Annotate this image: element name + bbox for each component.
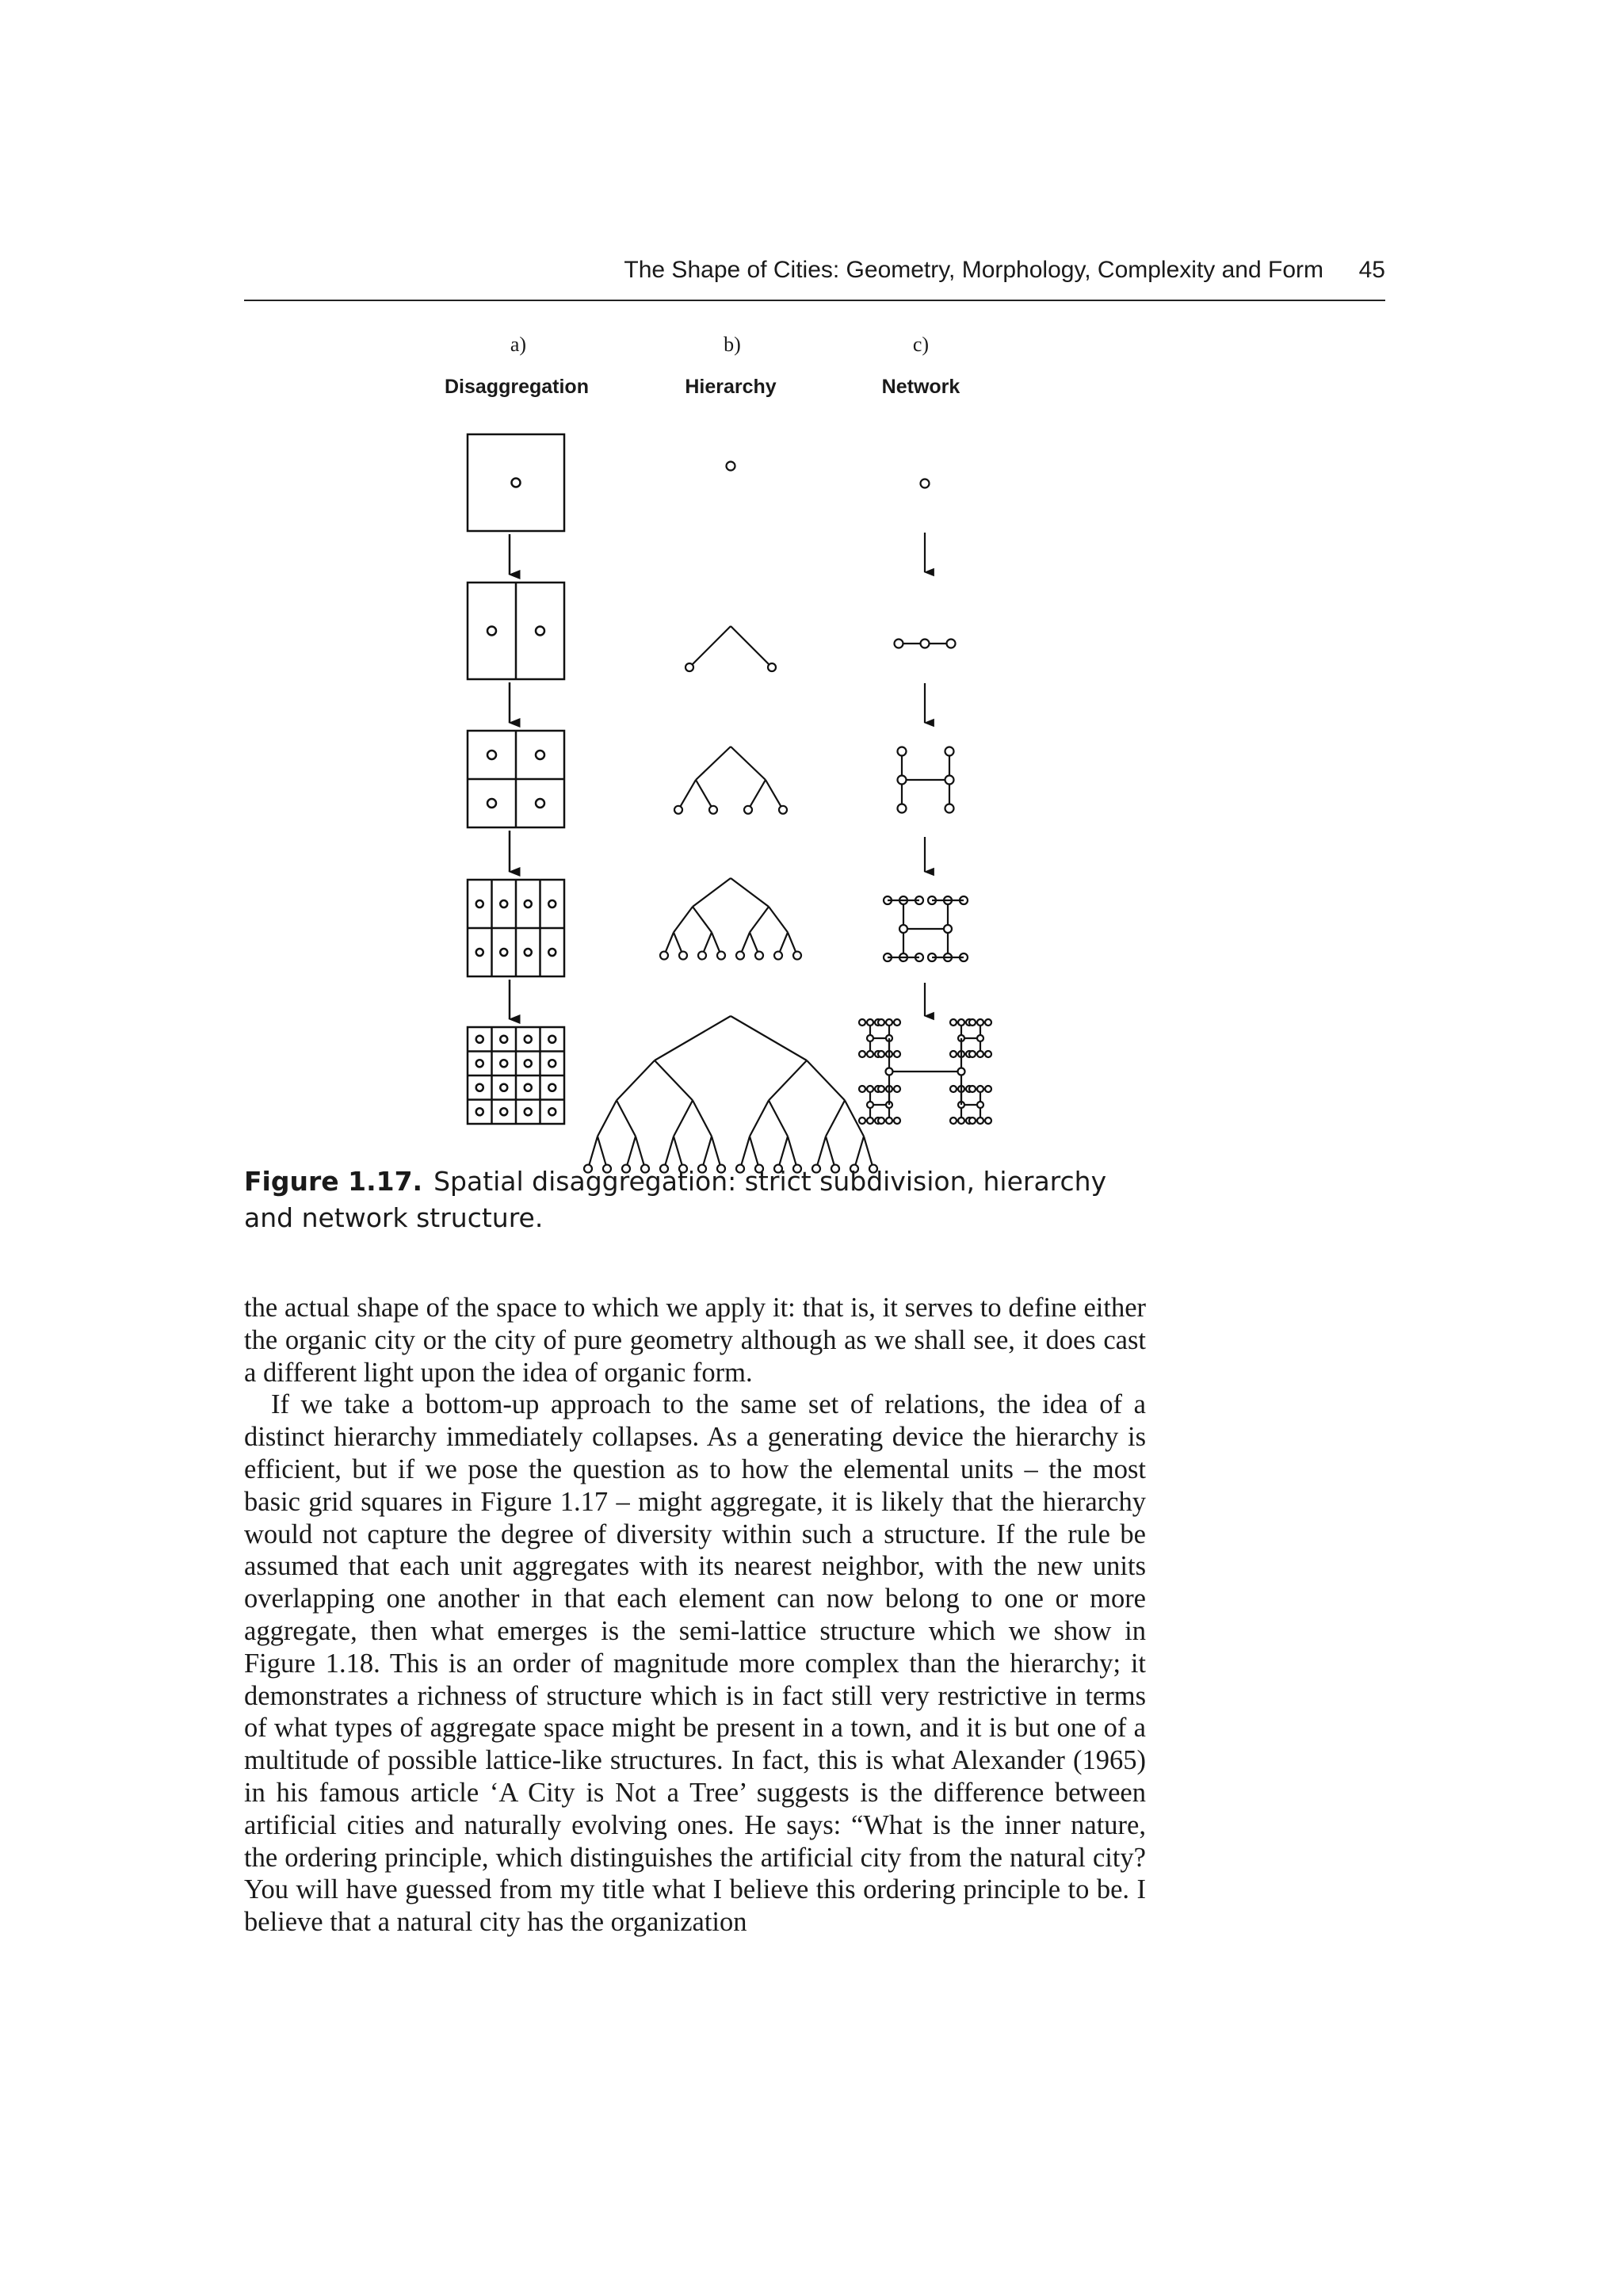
cell-node: [536, 751, 544, 759]
single-node: [921, 479, 930, 488]
node-circle: [947, 640, 956, 648]
column-a-letter: a): [510, 333, 527, 356]
node-circle: [894, 1019, 900, 1026]
node-circle: [867, 1019, 873, 1026]
column-c-label: Network: [881, 376, 960, 398]
node-circle: [859, 1117, 865, 1124]
cell-node: [476, 1084, 483, 1091]
node-circle: [878, 1051, 884, 1057]
network-column: [859, 479, 991, 1125]
leaf-node: [679, 952, 687, 960]
figure-number: Figure 1.17.: [244, 1166, 423, 1197]
tree-branch: [731, 626, 772, 667]
node-circle: [945, 804, 954, 813]
tree-branch: [731, 878, 769, 907]
tree-branch: [826, 1100, 845, 1136]
node-circle: [944, 925, 952, 933]
tree-branch: [693, 878, 731, 907]
leaf-node: [660, 952, 668, 960]
cell-node: [525, 1036, 532, 1043]
leaf-node: [768, 663, 776, 671]
tree-branch: [807, 1060, 845, 1100]
cell-node: [548, 1036, 556, 1043]
page-number: 45: [1358, 257, 1385, 283]
tree-branch: [598, 1100, 617, 1136]
node-circle: [886, 1019, 892, 1026]
cell-node: [476, 1036, 483, 1043]
cell-node: [476, 900, 483, 907]
column-a-label: Disaggregation: [445, 376, 589, 398]
node-circle: [859, 1019, 865, 1026]
tree-branch: [769, 1100, 788, 1136]
cell-node: [500, 949, 507, 956]
cell-node: [500, 1060, 507, 1067]
figure-caption: [244, 1163, 1148, 1236]
node-circle: [878, 1019, 884, 1026]
cell-node: [476, 949, 483, 956]
cell-node: [500, 900, 507, 907]
node-circle: [977, 1117, 983, 1124]
column-c-letter: c): [912, 333, 930, 356]
leaf-node: [709, 806, 717, 814]
node-circle: [969, 1051, 976, 1057]
tree-branch: [674, 1100, 693, 1136]
leaf-node: [755, 952, 763, 960]
node-circle: [977, 1102, 983, 1108]
tree-branch: [696, 747, 731, 780]
cell-node: [548, 1060, 556, 1067]
node-circle: [867, 1117, 873, 1124]
node-circle: [894, 1086, 900, 1092]
tree-branch: [769, 1060, 807, 1100]
leaf-node: [736, 952, 744, 960]
cell-node: [525, 1108, 532, 1115]
cell-node: [487, 627, 496, 636]
node-circle: [950, 1086, 957, 1092]
cell-node: [476, 1060, 483, 1067]
leaf-node: [698, 952, 706, 960]
column-b-letter: b): [724, 333, 741, 356]
cell-node: [525, 1060, 532, 1067]
node-circle: [859, 1051, 865, 1057]
tree-branch: [766, 780, 783, 810]
node-circle: [867, 1102, 873, 1108]
node-circle: [894, 1117, 900, 1124]
cell-node: [536, 627, 544, 636]
running-title: The Shape of Cities: Geometry, Morphology, Complexity and Form: [624, 257, 1323, 283]
tree-branch: [655, 1016, 731, 1060]
node-circle: [867, 1051, 873, 1057]
leaf-node: [674, 806, 682, 814]
tree-branch: [689, 626, 731, 667]
node-circle: [921, 640, 930, 648]
node-circle: [945, 747, 954, 756]
body-paragraph: the actual shape of the space to which we apply it: that is, it serves to define either the organic city or the city of pure geometry although as we shall see, it does cast a different light upon the idea of organic form.: [244, 1293, 1146, 1388]
node-circle: [886, 1117, 892, 1124]
tree-branch: [748, 780, 766, 810]
tree-branch: [750, 1100, 769, 1136]
node-circle: [985, 1086, 991, 1092]
node-circle: [950, 1051, 957, 1057]
node-circle: [958, 1117, 964, 1124]
cell-node: [500, 1108, 507, 1115]
hierarchy-column: [584, 462, 877, 1173]
cell-node: [512, 479, 521, 487]
cell-node: [525, 1084, 532, 1091]
node-circle: [859, 1086, 865, 1092]
node-circle: [945, 776, 954, 785]
node-circle: [867, 1035, 873, 1041]
node-circle: [977, 1019, 983, 1026]
cell-node: [487, 799, 496, 808]
cell-node: [536, 799, 544, 808]
node-circle: [969, 1019, 976, 1026]
disaggregation-column: [468, 434, 564, 1124]
root-node: [727, 462, 735, 471]
tree-branch: [617, 1060, 655, 1100]
cell-node: [500, 1036, 507, 1043]
body-text: [244, 1292, 1146, 1939]
node-circle: [985, 1051, 991, 1057]
cell-node: [500, 1084, 507, 1091]
cell-node: [487, 751, 496, 759]
node-circle: [878, 1117, 884, 1124]
node-circle: [898, 804, 907, 813]
leaf-node: [779, 806, 787, 814]
node-circle: [977, 1035, 983, 1041]
node-circle: [895, 640, 903, 648]
leaf-node: [793, 952, 801, 960]
node-circle: [958, 1019, 964, 1026]
tree-branch: [693, 907, 712, 932]
node-circle: [867, 1086, 873, 1092]
tree-branch: [655, 1060, 693, 1100]
node-circle: [898, 747, 907, 756]
node-circle: [950, 1019, 957, 1026]
tree-branch: [693, 1100, 712, 1136]
caption-text: Spatial disaggregation: strict subdivision, hierarchy and network structure.: [244, 1166, 1107, 1233]
cell-node: [525, 949, 532, 956]
leaf-node: [685, 663, 693, 671]
node-circle: [958, 1068, 965, 1075]
tree-branch: [617, 1100, 636, 1136]
node-circle: [977, 1086, 983, 1092]
tree-branch: [750, 907, 769, 932]
tree-branch: [769, 907, 788, 932]
leaf-node: [744, 806, 752, 814]
node-circle: [969, 1086, 976, 1092]
tree-branch: [696, 780, 713, 810]
node-circle: [899, 925, 907, 933]
node-circle: [985, 1019, 991, 1026]
cell-node: [548, 900, 556, 907]
node-circle: [950, 1117, 957, 1124]
leaf-node: [717, 952, 725, 960]
body-paragraph: If we take a bottom-up approach to the same set of relations, the idea of a distinct hierarchy immediately collapses. As a generating device the hierarchy is efficient, but if we pose the question as to how the elemental units – the most basic grid squares in Figure 1.17 – might aggregate, it is likely that the hierarchy would not capture the degree of diversity within such a structure. If the rule be assumed that each unit aggregates with its nearest neighbor, with the new units overlapping one another in that each element can now belong to one or more aggregate, then what emerges is the semi-lattice structure which we show in Figure 1.18. This is an order of magnitude more complex than the hierarchy; it demonstrates a richness of structure which is in fact still very restrictive in terms of what types of aggregate space might be present in a town, and it is but one of a multitude of possible lattice-like structures. In fact, this is what Alexander (1965) in his famous article ‘A City is Not a Tree’ suggests is the difference between artificial cities and naturally evolving ones. He says: “What is the inner nature, the ordering principle, which distinguishes the artificial city from the natural city? You will have guessed from my title what I believe this ordering principle to be. I believe that a natural city has the organization: [244, 1389, 1146, 1938]
node-circle: [886, 1068, 893, 1075]
tree-branch: [678, 780, 696, 810]
node-circle: [878, 1086, 884, 1092]
node-circle: [969, 1117, 976, 1124]
node-circle: [898, 776, 907, 785]
node-circle: [977, 1051, 983, 1057]
column-b-label: Hierarchy: [685, 376, 777, 398]
node-circle: [894, 1051, 900, 1057]
cell-node: [525, 900, 532, 907]
tree-branch: [731, 747, 766, 780]
cell-node: [548, 1084, 556, 1091]
tree-branch: [731, 1016, 807, 1060]
cell-node: [548, 949, 556, 956]
leaf-node: [774, 952, 782, 960]
tree-branch: [674, 907, 693, 932]
cell-node: [476, 1108, 483, 1115]
node-circle: [985, 1117, 991, 1124]
cell-node: [548, 1108, 556, 1115]
